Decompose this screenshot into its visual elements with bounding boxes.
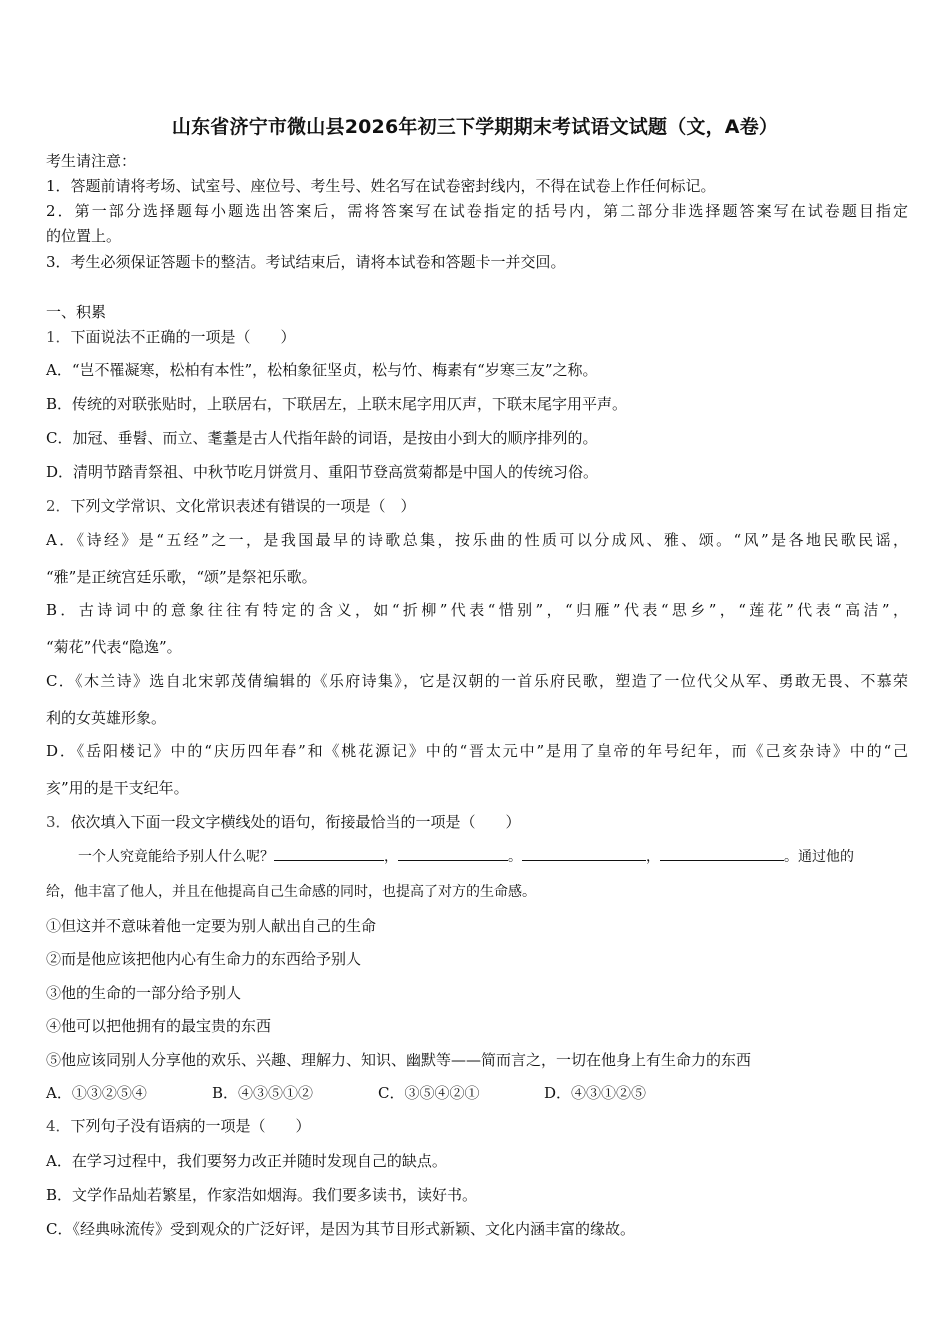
- question-1-option-c: C．加冠、垂髫、而立、耄耋是古人代指年龄的词语，是按由小到大的顺序排列的。: [46, 429, 598, 447]
- question-4-option-b: B．文学作品灿若繁星，作家浩如烟海。我们要多读书，读好书。: [46, 1186, 478, 1204]
- question-3-option-c: C．③⑤④②①: [378, 1084, 480, 1102]
- question-2-option-b-cont: “菊花”代表“隐逸”。: [46, 638, 182, 656]
- fill-blank: [522, 846, 646, 861]
- question-3-item: ①但这并不意味着他一定要为别人献出自己的生命: [46, 917, 377, 935]
- question-2-stem: [46, 496, 908, 516]
- notice-item: 3．考生必须保证答题卡的整洁。考试结束后，请将本试卷和答题卡一并交回。: [46, 253, 566, 271]
- question-3-passage: [78, 846, 908, 867]
- passage-separator: ，: [646, 849, 660, 865]
- question-2-option-d-cont: 亥”用的是干支纪年。: [46, 779, 189, 797]
- question-4-stem: [46, 1116, 908, 1136]
- passage-separator: 。: [508, 849, 522, 865]
- section-heading: 一、积累: [46, 303, 107, 321]
- question-2-option-b: B．古诗词中的意象往往有特定的含义，如“折柳”代表“惜别”，“归雁”代表“思乡”，“莲花”代表“高洁”，: [46, 601, 908, 619]
- notice-heading: 考生请注意：: [46, 152, 137, 170]
- notice-item: 2．第一部分选择题每小题选出答案后，需将答案写在试卷指定的括号内，第二部分非选择题答案写在试卷题目指定: [46, 202, 908, 220]
- notice-item: 1．答题前请将考场、试室号、座位号、考生号、姓名写在试卷密封线内，不得在试卷上作任何标记。: [46, 177, 716, 195]
- question-text: 依次填入下面一段文字横线处的语句，衔接最恰当的一项是（ ）: [70, 813, 521, 831]
- question-3-options: [46, 1083, 908, 1103]
- question-3-option-b: B．④③⑤①②: [212, 1084, 314, 1102]
- question-text: 下列句子没有语病的一项是（ ）: [70, 1117, 311, 1135]
- question-3-item: ②而是他应该把他内心有生命力的东西给予别人: [46, 950, 362, 968]
- passage-text: 一个人究竟能给予别人什么呢？: [78, 849, 274, 865]
- question-3-item: ⑤他应该同别人分享他的欢乐、兴趣、理解力、知识、幽默等——简而言之，一切在他身上有生命力的东西: [46, 1051, 752, 1069]
- passage-text: 。通过他的: [784, 849, 854, 865]
- question-2-option-d: D．《岳阳楼记》中的“庆历四年春”和《桃花源记》中的“晋太元中”是用了皇帝的年号纪年，而《己亥杂诗》中的“己: [46, 742, 908, 760]
- question-3-option-a: A．①③②⑤④: [46, 1084, 147, 1102]
- fill-blank: [660, 846, 784, 861]
- question-2-option-a-cont: “雅”是正统宫廷乐歌，“颂”是祭祀乐歌。: [46, 568, 317, 586]
- question-number: 1．: [46, 328, 71, 346]
- question-1-option-b: B．传统的对联张贴时，上联居右，下联居左，上联末尾字用仄声，下联末尾字用平声。: [46, 395, 628, 413]
- fill-blank: [398, 846, 508, 861]
- question-3-passage-cont: 给，他丰富了他人，并且在他提高自己生命感的同时，也提高了对方的生命感。: [46, 884, 536, 900]
- question-3-item: ④他可以把他拥有的最宝贵的东西: [46, 1017, 272, 1035]
- fill-blank: [274, 846, 384, 861]
- question-2-option-c-cont: 利的女英雄形象。: [46, 709, 167, 727]
- passage-separator: ，: [384, 849, 398, 865]
- question-2-option-a: A．《诗经》是“五经”之一，是我国最早的诗歌总集，按乐曲的性质可以分成风、雅、颂。“风”是各地民歌民谣，: [46, 531, 908, 549]
- question-text: 下面说法不正确的一项是（ ）: [70, 328, 296, 346]
- question-3-stem: [46, 812, 908, 832]
- question-number: 4．: [46, 1117, 71, 1135]
- question-1-option-d: D．清明节踏青祭祖、中秋节吃月饼赏月、重阳节登高赏菊都是中国人的传统习俗。: [46, 463, 599, 481]
- question-3-option-d: D．④③①②⑤: [544, 1084, 647, 1102]
- question-4-option-a: A．在学习过程中，我们要努力改正并随时发现自己的缺点。: [46, 1152, 447, 1170]
- question-3-item: ③他的生命的一部分给予别人: [46, 984, 242, 1002]
- question-1-stem: [46, 327, 908, 347]
- question-text: 下列文学常识、文化常识表述有错误的一项是（ ）: [70, 497, 416, 515]
- page-title: 山东省济宁市微山县2026年初三下学期期末考试语文试题（文，A卷）: [171, 116, 779, 138]
- question-2-option-c: C．《木兰诗》选自北宋郭茂倩编辑的《乐府诗集》，它是汉朝的一首乐府民歌，塑造了一位代父从军、勇敢无畏、不慕荣: [46, 672, 908, 690]
- question-number: 2．: [46, 497, 71, 515]
- notice-item: 的位置上。: [46, 227, 122, 245]
- question-1-option-a: A．“岂不罹凝寒，松柏有本性”，松柏象征坚贞，松与竹、梅素有“岁寒三友”之称。: [46, 361, 598, 379]
- question-number: 3．: [46, 813, 71, 831]
- question-4-option-c: C．《经典咏流传》受到观众的广泛好评，是因为其节目形式新颖、文化内涵丰富的缘故。: [46, 1220, 635, 1238]
